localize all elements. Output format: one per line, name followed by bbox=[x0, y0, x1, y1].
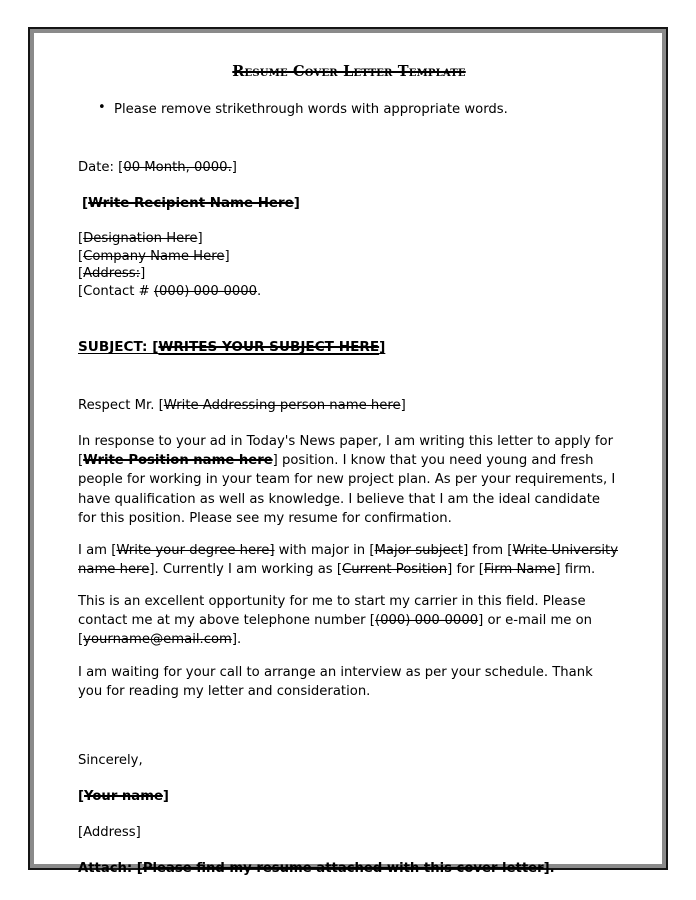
company-value: Company Name Here bbox=[83, 248, 225, 264]
document-body bbox=[78, 61, 620, 878]
recipient-line bbox=[78, 194, 620, 213]
attachment-line bbox=[78, 859, 620, 878]
paragraph-3-part-2: ] or e-mail me on [ bbox=[78, 613, 593, 648]
designation-line bbox=[78, 230, 620, 248]
company-open-bracket: [ bbox=[78, 248, 84, 264]
address-line bbox=[78, 265, 620, 283]
body-paragraph-4: I am waiting for your call to arrange an interview as per your schedule. Thank you for reading my letter and consideration. bbox=[78, 664, 593, 699]
paragraph-3-email-placeholder: yourname@email.com bbox=[83, 632, 232, 648]
bullet-icon: • bbox=[98, 100, 106, 116]
subject-close-bracket: ] bbox=[379, 339, 386, 356]
contact-close: . bbox=[257, 283, 262, 299]
signature-address-line: [Address] bbox=[78, 825, 141, 841]
paragraph-2-firm-placeholder: Firm Name bbox=[483, 561, 556, 577]
paragraph-3-part-3: ]. bbox=[231, 632, 242, 648]
paragraph-2-degree-placeholder: Write your degree here] bbox=[116, 542, 275, 558]
paragraph-3-phone-placeholder: (000) 000-0000 bbox=[374, 613, 479, 629]
page-border-bevel bbox=[30, 29, 666, 877]
paragraph-2-part-6: ] firm. bbox=[555, 561, 596, 577]
salutation-line bbox=[78, 396, 620, 415]
paragraph-2-part-5: ] for [ bbox=[447, 561, 484, 577]
salutation-close-bracket: ] bbox=[400, 398, 406, 413]
body-paragraph-1 bbox=[78, 432, 620, 528]
paragraph-1-part-1: In response to your ad in Today's News paper, I am writing this letter to apply for [ bbox=[78, 434, 614, 469]
signature-open-bracket: [ bbox=[78, 788, 85, 804]
subject-value: WRITES YOUR SUBJECT HERE bbox=[158, 339, 380, 356]
paragraph-2-part-2: with major in [ bbox=[274, 542, 375, 558]
paragraph-2-university-placeholder: Write University name here bbox=[78, 542, 619, 577]
paragraph-2-part-3: ] from [ bbox=[463, 542, 513, 558]
contact-value: (000) 000-0000 bbox=[153, 283, 258, 299]
subject-label: SUBJECT: [ bbox=[78, 339, 159, 356]
closing-line: Sincerely, bbox=[78, 752, 143, 768]
address-value: Address: bbox=[83, 266, 141, 282]
list-item bbox=[98, 100, 620, 119]
date-line bbox=[78, 158, 620, 177]
salutation-prefix: Respect Mr. [ bbox=[78, 398, 164, 413]
designation-value: Designation Here bbox=[83, 231, 198, 247]
designation-open-bracket: [ bbox=[78, 231, 84, 247]
date-value: 00 Month, 0000. bbox=[123, 159, 232, 175]
date-label: Date: [ bbox=[78, 159, 124, 175]
salutation-value: Write Addressing person name here bbox=[163, 398, 401, 413]
paragraph-2-major-placeholder: Major subject bbox=[374, 542, 464, 558]
contact-label: [Contact # bbox=[78, 283, 154, 299]
paragraph-3-part-1: This is an excellent opportunity for me to start my carrier in this field. Please contact me at my above telephone number [ bbox=[78, 594, 586, 629]
instruction-text: Please remove strikethrough words with appropriate words. bbox=[114, 102, 508, 118]
attachment-close: ]. bbox=[543, 861, 555, 877]
page-border-frame bbox=[28, 27, 668, 877]
recipient-name: Write Recipient Name Here bbox=[88, 195, 294, 211]
signature-close-bracket: ] bbox=[162, 788, 169, 804]
body-paragraph-2 bbox=[78, 541, 620, 579]
recipient-address-block bbox=[78, 230, 620, 300]
signature-name-value: Your name bbox=[84, 788, 163, 804]
paragraph-1-position-placeholder: Write Position name here bbox=[83, 453, 273, 469]
subject-line bbox=[78, 338, 620, 358]
paragraph-2-part-1: I am [ bbox=[78, 542, 117, 558]
page-canvas bbox=[34, 33, 662, 877]
recipient-close-bracket: ] bbox=[293, 195, 300, 211]
address-open-bracket: [ bbox=[78, 266, 84, 282]
designation-close-bracket: ] bbox=[197, 231, 203, 247]
paragraph-2-part-4: ]. Currently I am working as [ bbox=[149, 561, 343, 577]
signature-name-line bbox=[78, 787, 620, 806]
company-close-bracket: ] bbox=[224, 248, 230, 264]
document-title: Resume Cover Letter Template bbox=[232, 63, 466, 80]
contact-line bbox=[78, 283, 620, 301]
attachment-label: Attach: [ bbox=[78, 861, 143, 877]
paragraph-1-part-2: ] position. I know that you need young and fresh people for working in your team for new project plan. As per your requirements, I have qualification as well as knowledge. I believe that I am the ideal candidate for this position. Please see my resume for confirmation. bbox=[78, 453, 616, 526]
company-line bbox=[78, 248, 620, 266]
paragraph-2-current-position-placeholder: Current Position bbox=[342, 561, 448, 577]
body-paragraph-3 bbox=[78, 592, 620, 649]
address-close-bracket: ] bbox=[140, 266, 146, 282]
date-close-bracket: ] bbox=[231, 159, 237, 175]
attachment-value: Please find my resume attached with this cover letter bbox=[142, 861, 544, 877]
instruction-list bbox=[78, 100, 620, 119]
recipient-open-bracket: [ bbox=[82, 195, 89, 211]
